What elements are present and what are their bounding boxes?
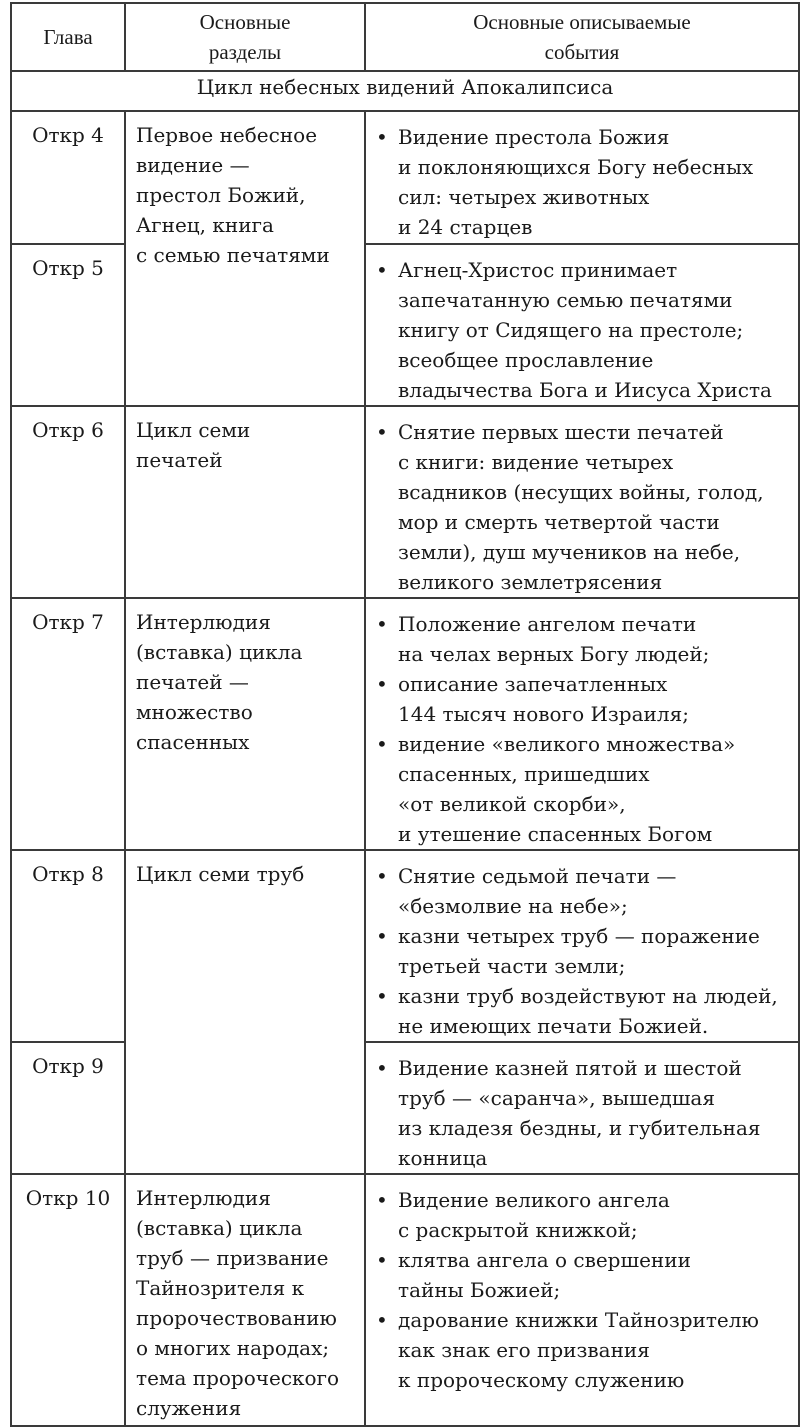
section-text: Первое небесное видение — престол Божий, Агнец, книга с семью печатями xyxy=(136,123,330,267)
event-item xyxy=(376,1185,792,1245)
events-cell xyxy=(365,244,799,406)
events-cell xyxy=(365,1042,799,1174)
section-cell xyxy=(125,598,365,850)
event-text: Видение казней пятой и шестой труб — «саранча», вышедшая из кладезя бездны, и губительная конница xyxy=(398,1056,761,1170)
event-item xyxy=(376,861,792,921)
event-item xyxy=(376,921,792,981)
event-text: клятва ангела о свершении тайны Божией; xyxy=(398,1248,691,1302)
section-cell xyxy=(125,111,365,406)
event-item xyxy=(376,729,792,849)
header-chapter-label: Глава xyxy=(43,25,93,49)
event-text: Агнец-Христос принимает запечатанную семью печатями книгу от Сидящего на престоле; всеобщее прославление владычества Бога и Иисуса Христа xyxy=(398,258,772,402)
event-item xyxy=(376,1053,792,1173)
events-cell xyxy=(365,406,799,598)
event-text: казни четырех труб — поражение третьей части земли; xyxy=(398,924,760,978)
bullet-icon: • xyxy=(376,864,388,888)
event-item xyxy=(376,1305,792,1395)
event-text: видение «великого множества» спасенных, пришедших «от великой скорби», и утешение спасенных Богом xyxy=(398,732,736,846)
table-row xyxy=(11,111,799,244)
bullet-icon: • xyxy=(376,1308,388,1332)
apocalypse-table xyxy=(10,2,800,1427)
table-row xyxy=(11,406,799,598)
bullet-icon: • xyxy=(376,125,388,149)
chapter-cell: Откр 7 xyxy=(11,598,125,850)
events-cell xyxy=(365,111,799,244)
event-item xyxy=(376,609,792,669)
header-sections-label: Основные разделы xyxy=(199,10,291,64)
event-text: дарование книжки Тайнозрителю как знак его призвания к пророческому служению xyxy=(398,1308,759,1392)
section-text: Цикл семи труб xyxy=(136,862,305,886)
chapter-cell: Откр 10 xyxy=(11,1174,125,1426)
event-text: Снятие седьмой печати — «безмолвие на небе»; xyxy=(398,864,677,918)
table-row xyxy=(11,598,799,850)
header-events xyxy=(365,3,799,71)
bullet-icon: • xyxy=(376,924,388,948)
chapter-cell: Откр 4 xyxy=(11,111,125,244)
event-text: Снятие первых шести печатей с книги: видение четырех всадников (несущих войны, голод, мор и смерть четвертой части земли), душ мучеников на небе, великого землетрясения xyxy=(398,420,764,594)
chapter-cell: Откр 9 xyxy=(11,1042,125,1174)
header-events-label: Основные описываемые события xyxy=(473,10,691,64)
event-text: Положение ангелом печати на челах верных Богу людей; xyxy=(398,612,710,666)
section-title: Цикл небесных видений Апокалипсиса xyxy=(11,71,799,111)
section-cell xyxy=(125,406,365,598)
events-cell xyxy=(365,598,799,850)
section-text: Интерлюдия (вставка) цикла печатей — множество спасенных xyxy=(136,610,303,754)
table-row xyxy=(11,1174,799,1426)
chapter-cell: Откр 8 xyxy=(11,850,125,1042)
section-row xyxy=(11,71,799,111)
section-text: Интерлюдия (вставка) цикла труб — призвание Тайнозрителя к пророчествованию о многих народах; тема пророческого служения xyxy=(136,1186,340,1420)
event-item xyxy=(376,255,792,405)
event-text: Видение престола Божия и поклоняющихся Богу небесных сил: четырех животных и 24 старцев xyxy=(398,125,754,239)
bullet-icon: • xyxy=(376,672,388,696)
bullet-icon: • xyxy=(376,1248,388,1272)
header-sections xyxy=(125,3,365,71)
header-chapter xyxy=(11,3,125,71)
event-text: казни труб воздействуют на людей, не имеющих печати Божией. xyxy=(398,984,778,1038)
bullet-icon: • xyxy=(376,732,388,756)
event-item xyxy=(376,417,792,597)
chapter-cell: Откр 5 xyxy=(11,244,125,406)
event-item xyxy=(376,1245,792,1305)
bullet-icon: • xyxy=(376,420,388,444)
bullet-icon: • xyxy=(376,1056,388,1080)
chapter-cell: Откр 6 xyxy=(11,406,125,598)
section-cell xyxy=(125,1174,365,1426)
bullet-icon: • xyxy=(376,1188,388,1212)
event-item xyxy=(376,669,792,729)
section-cell xyxy=(125,850,365,1174)
events-cell xyxy=(365,850,799,1042)
event-text: Видение великого ангела с раскрытой книжкой; xyxy=(398,1188,670,1242)
header-row xyxy=(11,3,799,71)
event-item xyxy=(376,981,792,1041)
event-text: описание запечатленных 144 тысяч нового Израиля; xyxy=(398,672,689,726)
section-text: Цикл семи печатей xyxy=(136,418,251,472)
bullet-icon: • xyxy=(376,612,388,636)
table-row xyxy=(11,850,799,1042)
bullet-icon: • xyxy=(376,258,388,282)
bullet-icon: • xyxy=(376,984,388,1008)
events-cell xyxy=(365,1174,799,1426)
event-item xyxy=(376,122,792,242)
